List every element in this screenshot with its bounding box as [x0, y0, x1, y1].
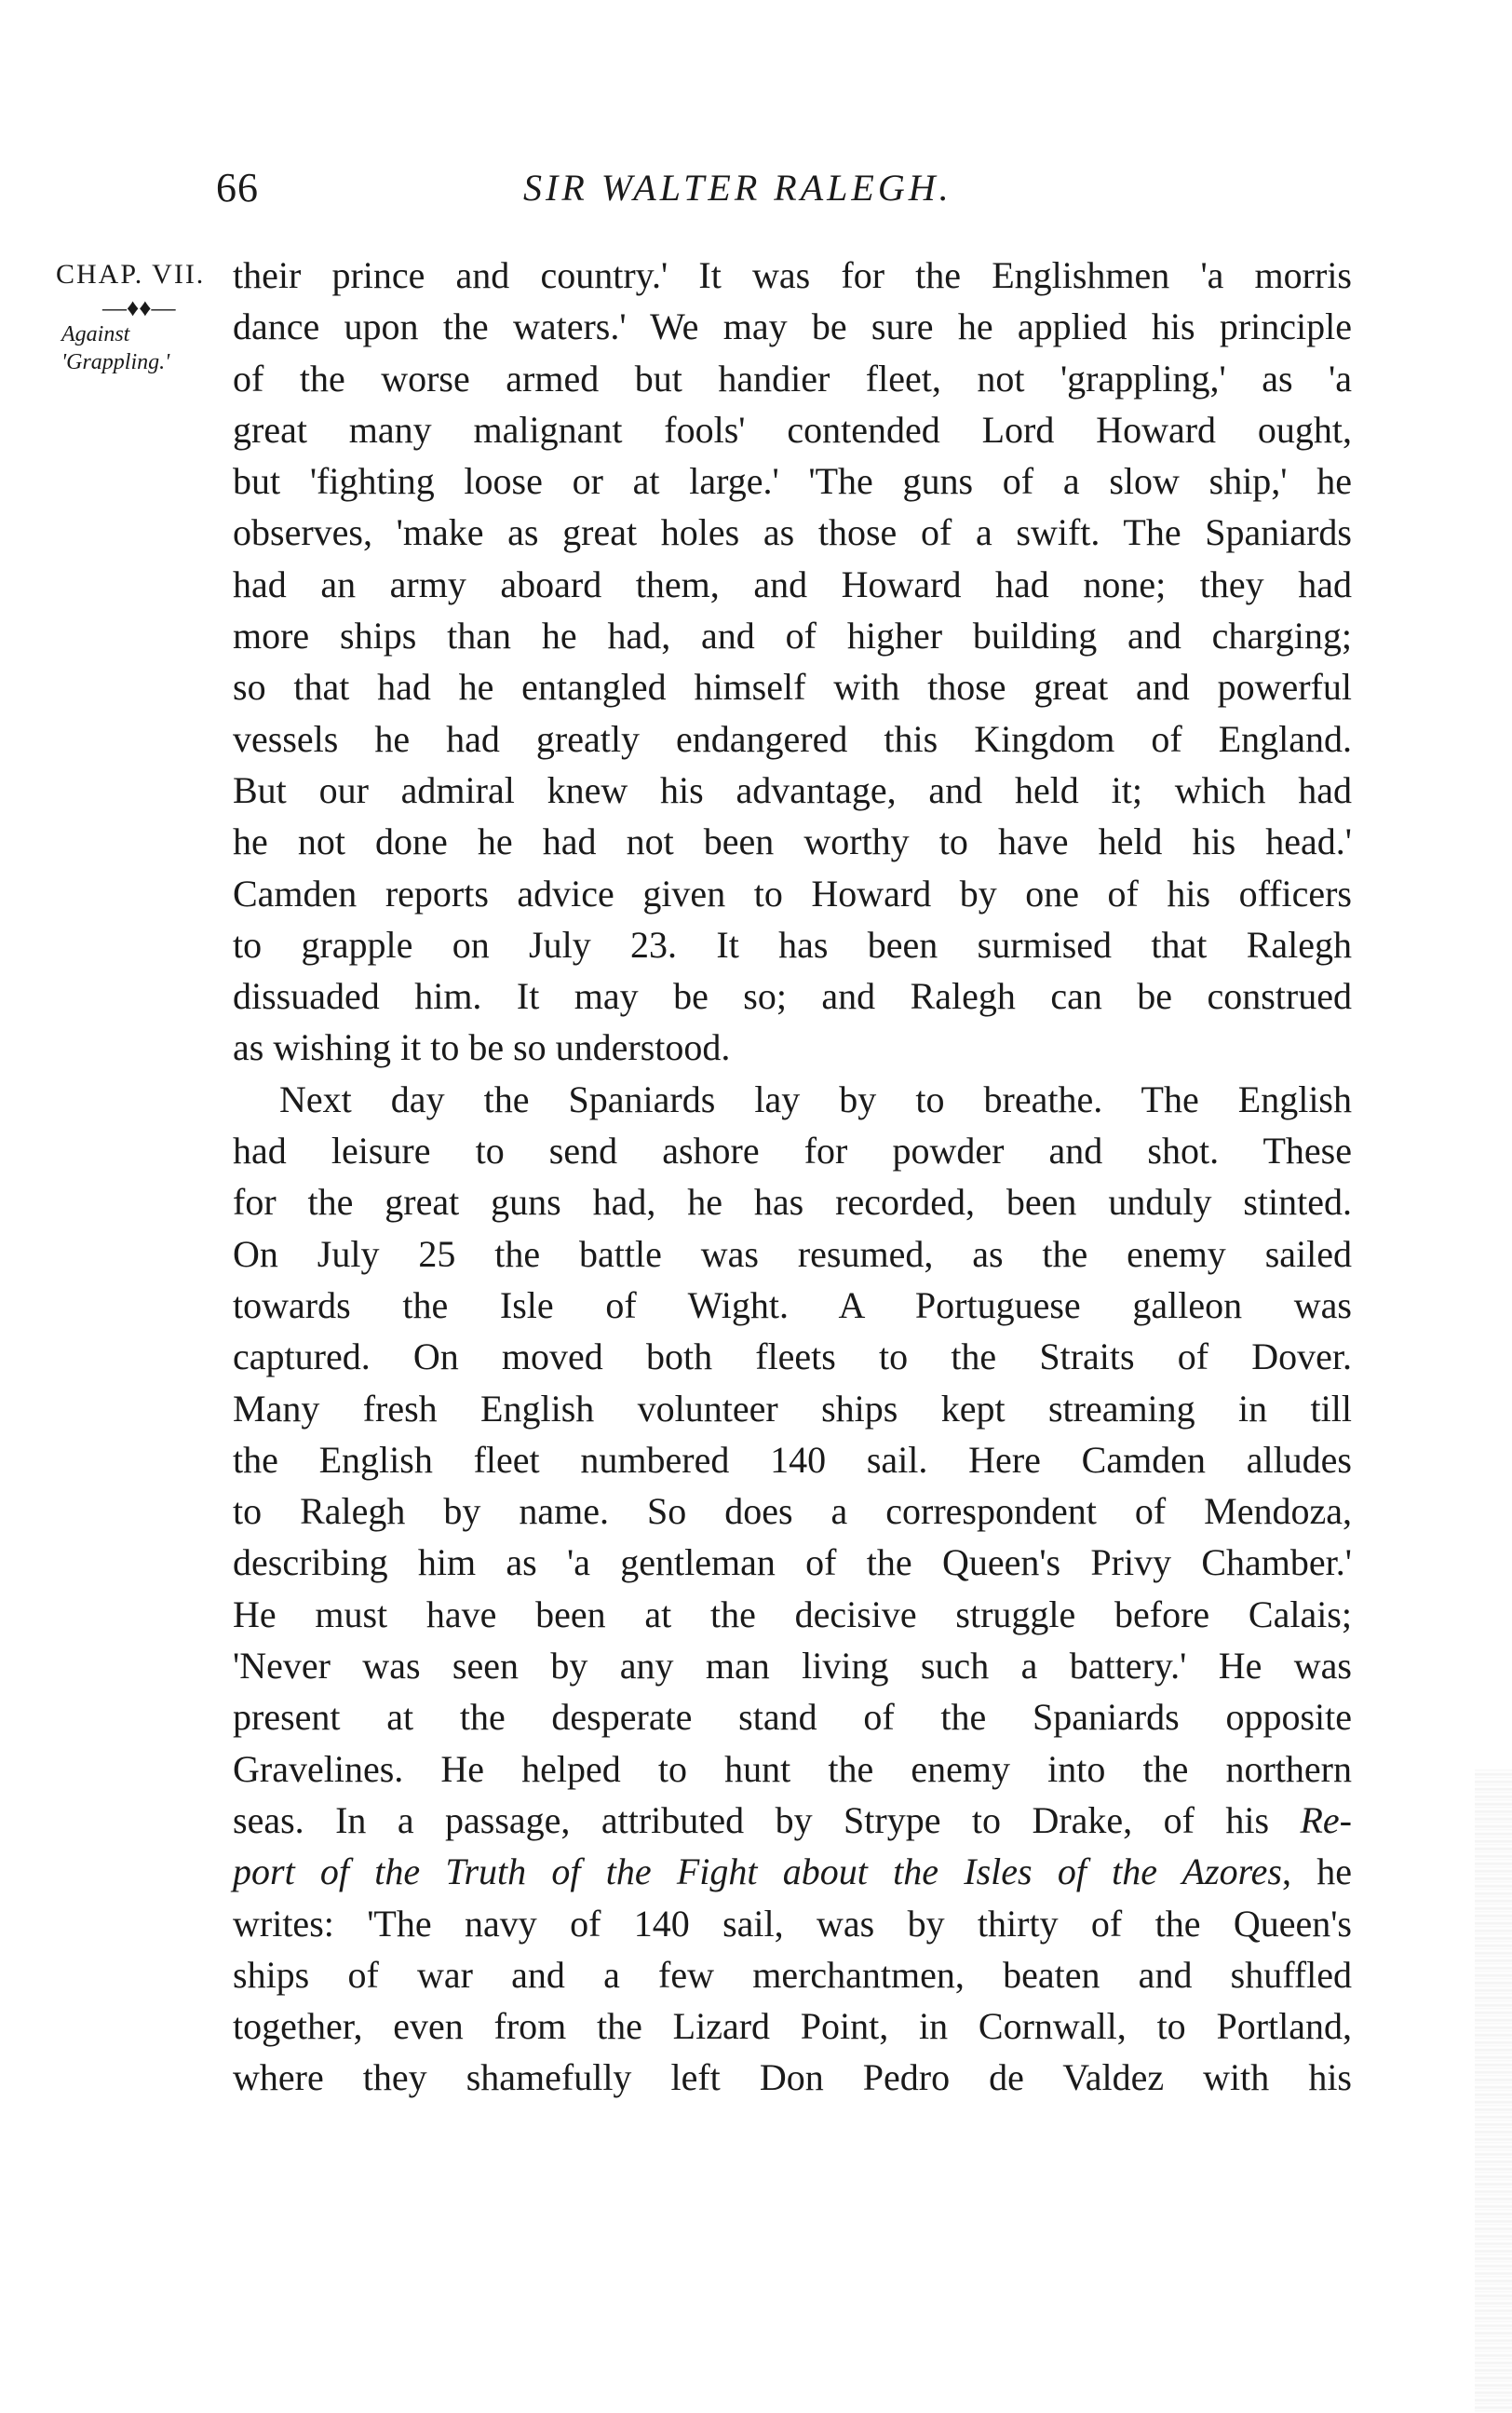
text-line: together, even from the Lizard Point, in Cornwall, to Portland,: [233, 2005, 1352, 2048]
text-line: their prince and country.' It was for the Englishmen 'a morris: [233, 254, 1352, 296]
text-line: Many fresh English volunteer ships kept streaming in till: [233, 1387, 1352, 1430]
text-segment: , he: [1281, 1850, 1352, 1893]
text-line: had leisure to send ashore for powder and shot. These: [233, 1130, 1352, 1173]
text-line: On July 25 the battle was resumed, as the enemy sailed: [233, 1232, 1352, 1275]
text-line: had an army aboard them, and Howard had none; they had: [233, 563, 1352, 605]
text-line: Next day the Spaniards lay by to breathe. The English: [279, 1078, 1352, 1120]
text-line: for the great guns had, he has recorded, been unduly stinted.: [233, 1181, 1352, 1224]
text-line: he not done he had not been worthy to have held his head.': [233, 820, 1352, 863]
text-line: dissuaded him. It may be so; and Ralegh can be construed: [233, 975, 1352, 1018]
ornament-divider: —♦♦—: [102, 294, 176, 321]
text-line: He must have been at the decisive struggle before Calais;: [233, 1593, 1352, 1635]
text-line: of the worse armed but handier fleet, not 'grappling,' as 'a: [233, 357, 1352, 400]
text-line: as wishing it to be so understood.: [233, 1026, 731, 1069]
sidenote-line-2: 'Grappling.': [61, 350, 170, 374]
text-line: Camden reports advice given to Howard by one of his officers: [233, 872, 1352, 915]
text-line: Gravelines. He helped to hunt the enemy into the northern: [233, 1747, 1352, 1790]
italic-title-segment: port of the Truth of the Fight about the Isles of the Azores: [233, 1850, 1282, 1893]
page-number: 66: [216, 165, 259, 210]
text-line: dance upon the waters.' We may be sure he applied his principle: [233, 305, 1352, 348]
text-line: 'Never was seen by any man living such a battery.' He was: [233, 1645, 1352, 1688]
text-line: but 'fighting loose or at large.' 'The guns of a slow ship,' he: [233, 460, 1352, 503]
chapter-label: CHAP. VII.: [56, 259, 206, 290]
sidenote: [61, 320, 242, 376]
margin-notes: [56, 259, 242, 376]
text-line: captured. On moved both fleets to the Straits of Dover.: [233, 1335, 1352, 1378]
text-line: so that had he entangled himself with those great and powerful: [233, 666, 1352, 709]
body-text: [233, 250, 1352, 2104]
text-line: But our admiral knew his advantage, and held it; which had: [233, 768, 1352, 811]
page-header: [216, 164, 1352, 229]
text-line: where they shamefully left Don Pedro de Valdez with his: [233, 2056, 1352, 2099]
italic-title-segment: Re-: [1300, 1798, 1352, 1841]
text-line: towards the Isle of Wight. A Portuguese galleon was: [233, 1283, 1352, 1326]
text-line: to grapple on July 23. It has been surmised that Ralegh: [233, 923, 1352, 966]
text-line: writes: 'The navy of 140 sail, was by thirty of the Queen's: [233, 1902, 1352, 1945]
page-edge-shadow: [1475, 1769, 1512, 2413]
running-title: SIR WALTER RALEGH.: [523, 167, 952, 209]
text-line: vessels he had greatly endangered this Kingdom of England.: [233, 717, 1352, 760]
text-line: observes, 'make as great holes as those of a swift. The Spaniards: [233, 511, 1352, 554]
text-line: describing him as 'a gentleman of the Queen's Privy Chamber.': [233, 1541, 1352, 1584]
text-line: great many malignant fools' contended Lord Howard ought,: [233, 408, 1352, 451]
text-line-mixed: [233, 1795, 1352, 1846]
text-line: present at the desperate stand of the Spaniards opposite: [233, 1696, 1352, 1739]
text-line: more ships than he had, and of higher building and charging;: [233, 615, 1352, 657]
text-line-mixed: [233, 1846, 1352, 1897]
text-line: to Ralegh by name. So does a correspondent of Mendoza,: [233, 1490, 1352, 1533]
text-line: the English fleet numbered 140 sail. Here Camden alludes: [233, 1438, 1352, 1481]
text-line: ships of war and a few merchantmen, beaten and shuffled: [233, 1953, 1352, 1996]
text-segment: seas. In a passage, attributed by Strype to Drake, of his: [233, 1798, 1301, 1841]
sidenote-line-1: Against: [61, 322, 130, 346]
